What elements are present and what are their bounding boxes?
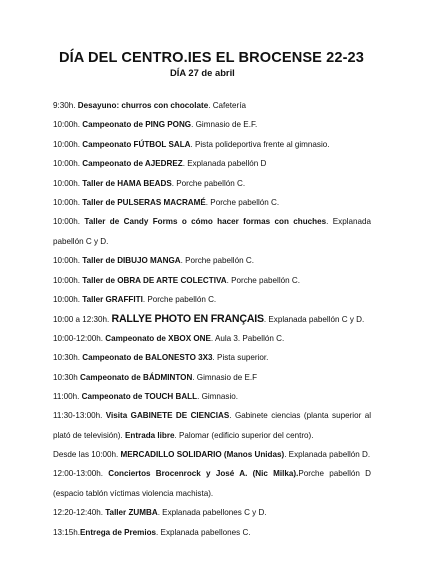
event-activity: Campeonato FÚTBOL SALA [82, 139, 191, 149]
event-activity: Taller de DIBUJO MANGA [82, 256, 181, 266]
event-item [53, 101, 371, 111]
event-activity: Campeonato de BALONESTO 3X3 [82, 353, 213, 363]
event-details: . Explanada pabellón C y D. [263, 314, 365, 324]
event-details: Porche pabellón D (espacio tablón víctimas violencia machista). [53, 469, 372, 499]
event-time: 10:30h. [53, 353, 81, 363]
event-details: . Explanada pabellones C y D. [157, 508, 267, 518]
event-activity: Taller de HAMA BEADS [82, 178, 172, 188]
event-activity: Campeonato de XBOX ONE [105, 333, 211, 343]
event-time: 10:00h. [53, 120, 81, 130]
event-activity: Taller de OBRA DE ARTE COLECTIVA [82, 275, 227, 285]
event-time: 10:00h. [53, 197, 81, 207]
event-activity: Campeonato de AJEDREZ [82, 159, 183, 169]
event-details: . Gimnasio de E.F. [191, 120, 258, 130]
event-item [53, 198, 371, 208]
event-time: 11:00h. [53, 392, 80, 402]
event-activity: Visita GABINETE DE CIENCIAS [105, 411, 230, 421]
event-list [53, 101, 371, 547]
event-activity: Taller de Candy Forms o cómo hacer formas con chuches [84, 217, 327, 227]
event-time: 10:00h. [53, 139, 81, 149]
event-activity: Taller de PULSERAS MACRAMÉ [82, 197, 206, 207]
event-item [53, 353, 371, 363]
event-item [53, 212, 371, 252]
event-activity: RALLYE PHOTO EN FRANÇAIS [111, 312, 264, 325]
event-item [53, 528, 371, 538]
event-details: . Gimnasio. [197, 392, 239, 402]
event-time: 10:00h. [53, 159, 81, 169]
event-item [53, 120, 371, 130]
event-details: . Porche pabellón C. [171, 178, 246, 188]
event-details: . Cafetería [208, 101, 246, 110]
event-item [53, 295, 371, 305]
event-item [53, 464, 371, 504]
event-details: . Porche pabellón C. [226, 275, 300, 285]
event-details: . Pista polideportiva frente al gimnasio. [190, 139, 330, 149]
event-time: 10:00h. [53, 295, 81, 305]
event-time: 10:00h. [53, 275, 81, 285]
event-details: . Porche pabellón C. [205, 197, 280, 207]
event-activity: Campeonato de TOUCH BALL [81, 392, 198, 402]
event-activity: Desayuno: churros con chocolate [77, 101, 209, 110]
event-details-secondary: . Palomar (edificio superior del centro). [174, 431, 314, 441]
event-details: . Gimnasio de E.F [192, 372, 258, 382]
event-details: . Porche pabellón C. [142, 295, 217, 305]
event-item [53, 334, 371, 344]
event-item [53, 276, 371, 286]
event-item [53, 179, 371, 189]
event-time: 10:00h. [53, 217, 81, 227]
event-item [53, 314, 371, 325]
event-time: 11:30-13:00h. [53, 411, 103, 421]
event-time: 10:30h [53, 372, 78, 382]
event-activity-secondary: Entrada libre [125, 431, 175, 441]
event-activity: Taller GRAFFITI [82, 295, 143, 305]
event-details: . Gabinete ciencias (planta superior al plató de televisión). [53, 411, 372, 441]
event-time: 13:15h. [53, 527, 81, 537]
event-item [53, 508, 371, 518]
event-details: . Pista superior. [212, 353, 269, 363]
event-item [53, 256, 371, 266]
event-time: 10:00h. [53, 256, 81, 266]
event-item [53, 159, 371, 169]
event-time: 10:00-12:00h. [53, 333, 103, 343]
event-time: 12:00-13:00h. [53, 469, 103, 479]
event-activity: Campeonato de BÁDMINTON [80, 372, 193, 382]
event-activity: Campeonato de PING PONG [82, 120, 192, 130]
event-activity: MERCADILLO SOLIDARIO (Manos Unidas) [120, 450, 285, 460]
event-item [53, 140, 371, 150]
event-item [53, 406, 371, 446]
event-details: . Explanada pabellón D [182, 159, 267, 169]
event-item [53, 445, 371, 465]
event-item [53, 373, 371, 383]
event-details: . Porche pabellón C. [180, 256, 254, 266]
event-item [53, 392, 371, 402]
event-time: 10:00 a 12:30h. [53, 314, 110, 324]
page-subtitle: DÍA 27 de abril [170, 67, 235, 78]
event-time: 9:30h. [53, 101, 76, 110]
event-details: . Aula 3. Pabellón C. [210, 333, 285, 343]
event-details: . Explanada pabellones C. [156, 527, 251, 537]
page-title: DÍA DEL CENTRO.IES EL BROCENSE 22-23 [58, 50, 364, 66]
event-time: 12:20-12:40h. [53, 508, 103, 518]
event-time: 10:00h. [53, 178, 81, 188]
event-details: . Explanada pabellón D. [284, 450, 371, 460]
event-activity: Taller ZUMBA [105, 508, 158, 518]
event-time: Desde las 10:00h. [53, 450, 119, 460]
event-activity: Entrega de Premios [80, 527, 157, 537]
event-activity: Conciertos Brocenrock y José A. (Nic Milka). [108, 469, 299, 479]
event-details: . Explanada pabellón C y D. [53, 217, 372, 247]
